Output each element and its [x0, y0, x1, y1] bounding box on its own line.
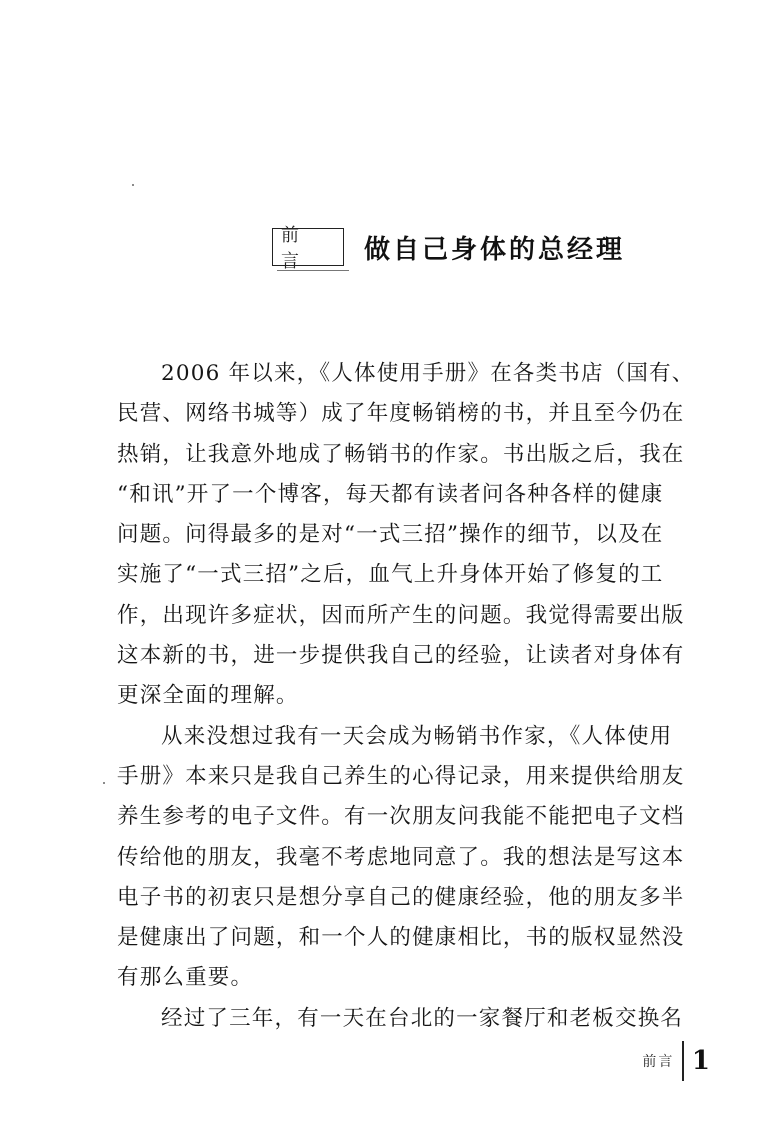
text-line: 是健康出了问题，和一个人的健康相比，书的版权显然没: [117, 925, 685, 951]
text-line: 电子书的初衷只是想分享自己的健康经验，他的朋友多半: [117, 884, 685, 910]
text-line: 问题。问得最多的是对“一式三招”操作的细节，以及在: [117, 522, 664, 548]
chapter-title: 做自己身体的总经理: [364, 234, 626, 265]
text-line: 热销，让我意外地成了畅销书的作家。书出版之后，我在: [117, 441, 685, 467]
text-line: 经过了三年，有一天在台北的一家餐厅和老板交换名: [161, 1005, 684, 1031]
text-line: 手册》本来只是我自己养生的心得记录，用来提供给朋友: [117, 763, 685, 789]
body-text: [117, 354, 700, 1039]
text-line: 更深全面的理解。: [117, 683, 299, 709]
scan-speck: [103, 782, 105, 784]
page-footer: [642, 1038, 710, 1084]
text-line: “和讯”开了一个博客，每天都有读者问各种各样的健康: [117, 481, 664, 507]
scan-speck: [132, 184, 134, 186]
text-line: 实施了“一式三招”之后，血气上升身体开始了修复的工: [117, 562, 664, 588]
text-line: 2006 年以来，《人体使用手册》在各类书店（国有、: [161, 361, 695, 386]
page-number: 1: [691, 1046, 710, 1076]
chapter-heading: [272, 224, 625, 270]
footer-divider: [682, 1041, 684, 1081]
text-line: 有那么重要。: [117, 965, 254, 991]
text-line: 传给他的朋友，我毫不考虑地同意了。我的想法是写这本: [117, 844, 685, 870]
text-line: 作，出现许多症状，因而所产生的问题。我觉得需要出版: [117, 602, 685, 628]
running-footer-label: 前言: [642, 1054, 675, 1070]
text-line: 从来没想过我有一天会成为畅销书作家，《人体使用: [161, 723, 673, 749]
preface-label-box: 前 言: [272, 228, 344, 266]
text-line: 养生参考的电子文件。有一次朋友问我能不能把电子文档: [117, 804, 685, 830]
text-line: 这本新的书，进一步提供我自己的经验，让读者对身体有: [117, 643, 685, 669]
text-line: 民营、网络书城等）成了年度畅销榜的书，并且至今仍在: [117, 401, 685, 427]
